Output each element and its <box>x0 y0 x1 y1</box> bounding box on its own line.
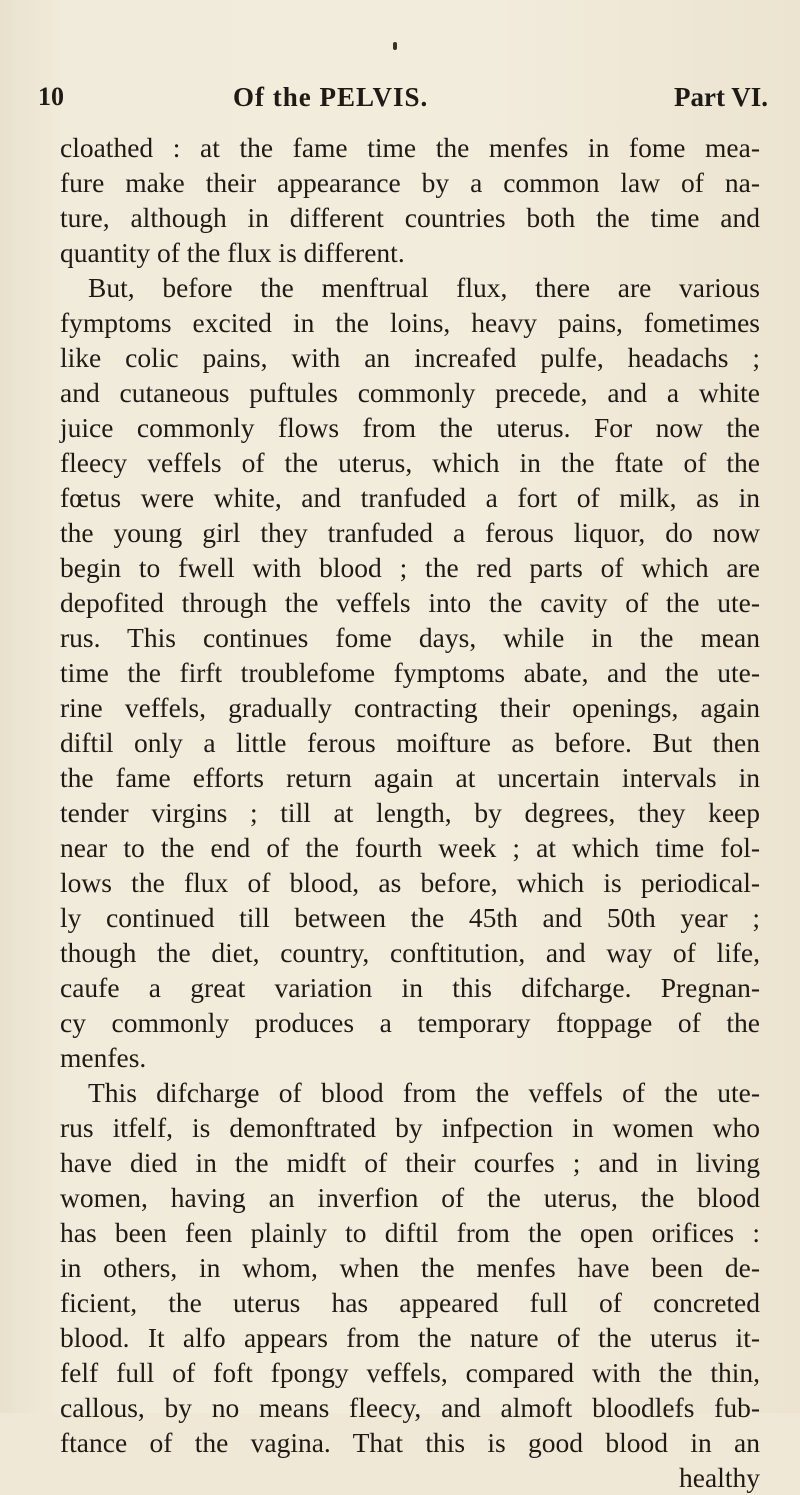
text-line: has been feen plainly to diftil from the open orifices : <box>60 1217 760 1248</box>
text-line: like colic pains, with an increafed pulfe, headachs ; <box>60 342 760 373</box>
text-line: caufe a great variation in this difcharge. Pregnan- <box>60 972 760 1003</box>
running-header <box>38 82 768 122</box>
text-line: women, having an inverfion of the uterus, the blood <box>60 1182 760 1213</box>
body-text <box>60 130 760 1495</box>
text-line: and cutaneous puftules commonly precede, and a white <box>60 377 760 408</box>
catchword: healthy <box>679 1462 760 1493</box>
text-line: begin to fwell with blood ; the red parts of which are <box>60 552 760 583</box>
text-line: diftil only a little ferous moifture as before. But then <box>60 727 760 758</box>
text-line: felf full of foft fpongy veffels, compared with the thin, <box>60 1357 760 1388</box>
text-line: callous, by no means fleecy, and almoft bloodlefs fub- <box>60 1392 760 1423</box>
text-line: though the diet, country, conftitution, and way of life, <box>60 937 760 968</box>
text-line: lows the flux of blood, as before, which is periodical- <box>60 867 760 898</box>
text-line: menfes. <box>60 1042 147 1073</box>
text-line: fure make their appearance by a common law of na- <box>60 167 760 198</box>
text-line: time the firft troublefome fymptoms abate, and the ute- <box>60 657 760 688</box>
text-line: in others, in whom, when the menfes have been de- <box>60 1252 760 1283</box>
text-line: ftance of the vagina. That this is good blood in an <box>60 1427 760 1458</box>
part-label: Part VI. <box>674 82 768 112</box>
text-line: blood. It alfo appears from the nature of the uterus it- <box>60 1322 760 1353</box>
text-line: fymptoms excited in the loins, heavy pains, fometimes <box>60 307 760 338</box>
text-line: This difcharge of blood from the veffels of the ute- <box>88 1077 760 1108</box>
text-line: the fame efforts return again at uncertain intervals in <box>60 762 760 793</box>
text-line: ture, although in different countries both the time and <box>60 202 760 233</box>
text-line: the young girl they tranfuded a ferous liquor, do now <box>60 517 760 548</box>
text-line: rine veffels, gradually contracting their openings, again <box>60 692 760 723</box>
text-line: But, before the menftrual flux, there are various <box>88 272 760 303</box>
text-line: ly continued till between the 45th and 50th year ; <box>60 902 760 933</box>
text-line: cy commonly produces a temporary ftoppage of the <box>60 1007 760 1038</box>
text-line: tender virgins ; till at length, by degrees, they keep <box>60 797 760 828</box>
text-line: have died in the midft of their courfes ; and in living <box>60 1147 760 1178</box>
text-line: near to the end of the fourth week ; at which time fol- <box>60 832 760 863</box>
text-line: rus itfelf, is demonftrated by infpection in women who <box>60 1112 760 1143</box>
page-number: 10 <box>38 82 64 111</box>
text-line: fœtus were white, and tranfuded a fort of milk, as in <box>60 482 760 513</box>
running-title: Of the PELVIS. <box>233 82 429 112</box>
text-line: cloathed : at the fame time the menfes in fome mea- <box>60 132 760 163</box>
text-line: ficient, the uterus has appeared full of concreted <box>60 1287 760 1318</box>
text-line: fleecy veffels of the uterus, which in the ftate of the <box>60 447 760 478</box>
text-line: depofited through the veffels into the cavity of the ute- <box>60 587 760 618</box>
print-mark <box>393 42 397 50</box>
text-line: rus. This continues fome days, while in the mean <box>60 622 760 653</box>
text-line: quantity of the flux is different. <box>60 237 405 268</box>
text-line: juice commonly flows from the uterus. For now the <box>60 412 760 443</box>
